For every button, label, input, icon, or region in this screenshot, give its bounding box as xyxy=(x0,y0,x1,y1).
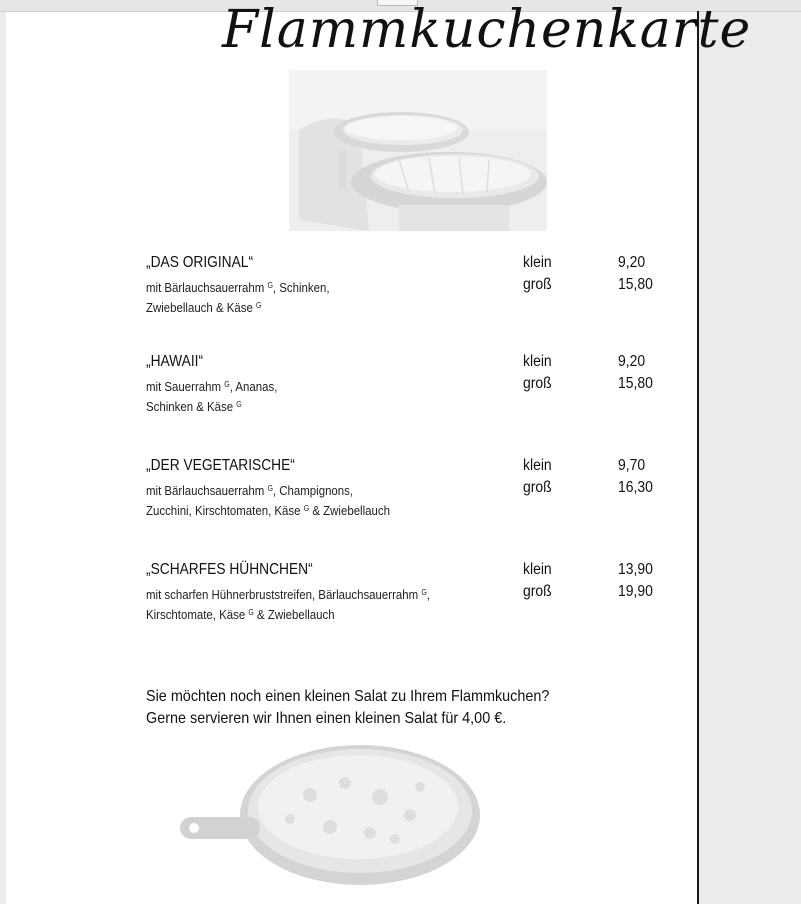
price-small: 9,20 xyxy=(618,353,646,370)
salad-note-line-1: Sie möchten noch einen kleinen Salat zu Ihrem Flammkuchen? xyxy=(146,688,550,705)
menu-item xyxy=(146,353,666,417)
menu-item-description: mit Bärlauchsauerrahm $^G$, Schinken, Zwiebellauch & Käse $^G$ xyxy=(146,280,330,315)
price-large: 15,80 xyxy=(618,276,653,293)
size-large-label: groß xyxy=(523,276,552,293)
price-large: 19,90 xyxy=(618,583,653,600)
menu-item-description: mit scharfen Hühnerbruststreifen, Bärlauchsauerrahm $^G$, Kirschtomate, Käse $^G$ & Zwiebellauch xyxy=(146,587,431,622)
size-large-label: groß xyxy=(523,479,552,496)
price-large: 16,30 xyxy=(618,479,653,496)
flammkuchen-photo xyxy=(289,70,547,231)
menu-item xyxy=(146,561,666,625)
size-large-label: groß xyxy=(523,583,552,600)
size-small-label: klein xyxy=(523,457,552,474)
price-small: 13,90 xyxy=(618,561,653,578)
menu-title: Flammkuchenkarte xyxy=(222,0,752,60)
salad-note xyxy=(146,686,549,730)
price-small: 9,70 xyxy=(618,457,646,474)
menu-item xyxy=(146,457,666,521)
size-large-label: groß xyxy=(523,375,552,392)
flammkuchen-board-image xyxy=(170,735,490,895)
menu-item-description: mit Sauerrahm $^G$, Ananas, Schinken & Käse $^G$ xyxy=(146,379,278,414)
size-small-label: klein xyxy=(523,561,552,578)
size-small-label: klein xyxy=(523,254,552,271)
menu-item xyxy=(146,254,666,318)
menu-item-description: mit Bärlauchsauerrahm $^G$, Champignons, Zucchini, Kirschtomaten, Käse $^G$ & Zwiebellauch xyxy=(146,483,390,518)
menu-item-name: „DER VEGETARISCHE“ xyxy=(146,457,295,474)
menu-item-name: „SCHARFES HÜHNCHEN“ xyxy=(146,561,313,578)
price-small: 9,20 xyxy=(618,254,646,271)
salad-note-line-2: Gerne servieren wir Ihnen einen kleinen Salat für 4,00 €. xyxy=(146,710,507,727)
price-large: 15,80 xyxy=(618,375,653,392)
page-border-line xyxy=(697,11,699,904)
menu-item-name: „HAWAII“ xyxy=(146,353,204,370)
menu-item-name: „DAS ORIGINAL“ xyxy=(146,254,254,271)
size-small-label: klein xyxy=(523,353,552,370)
